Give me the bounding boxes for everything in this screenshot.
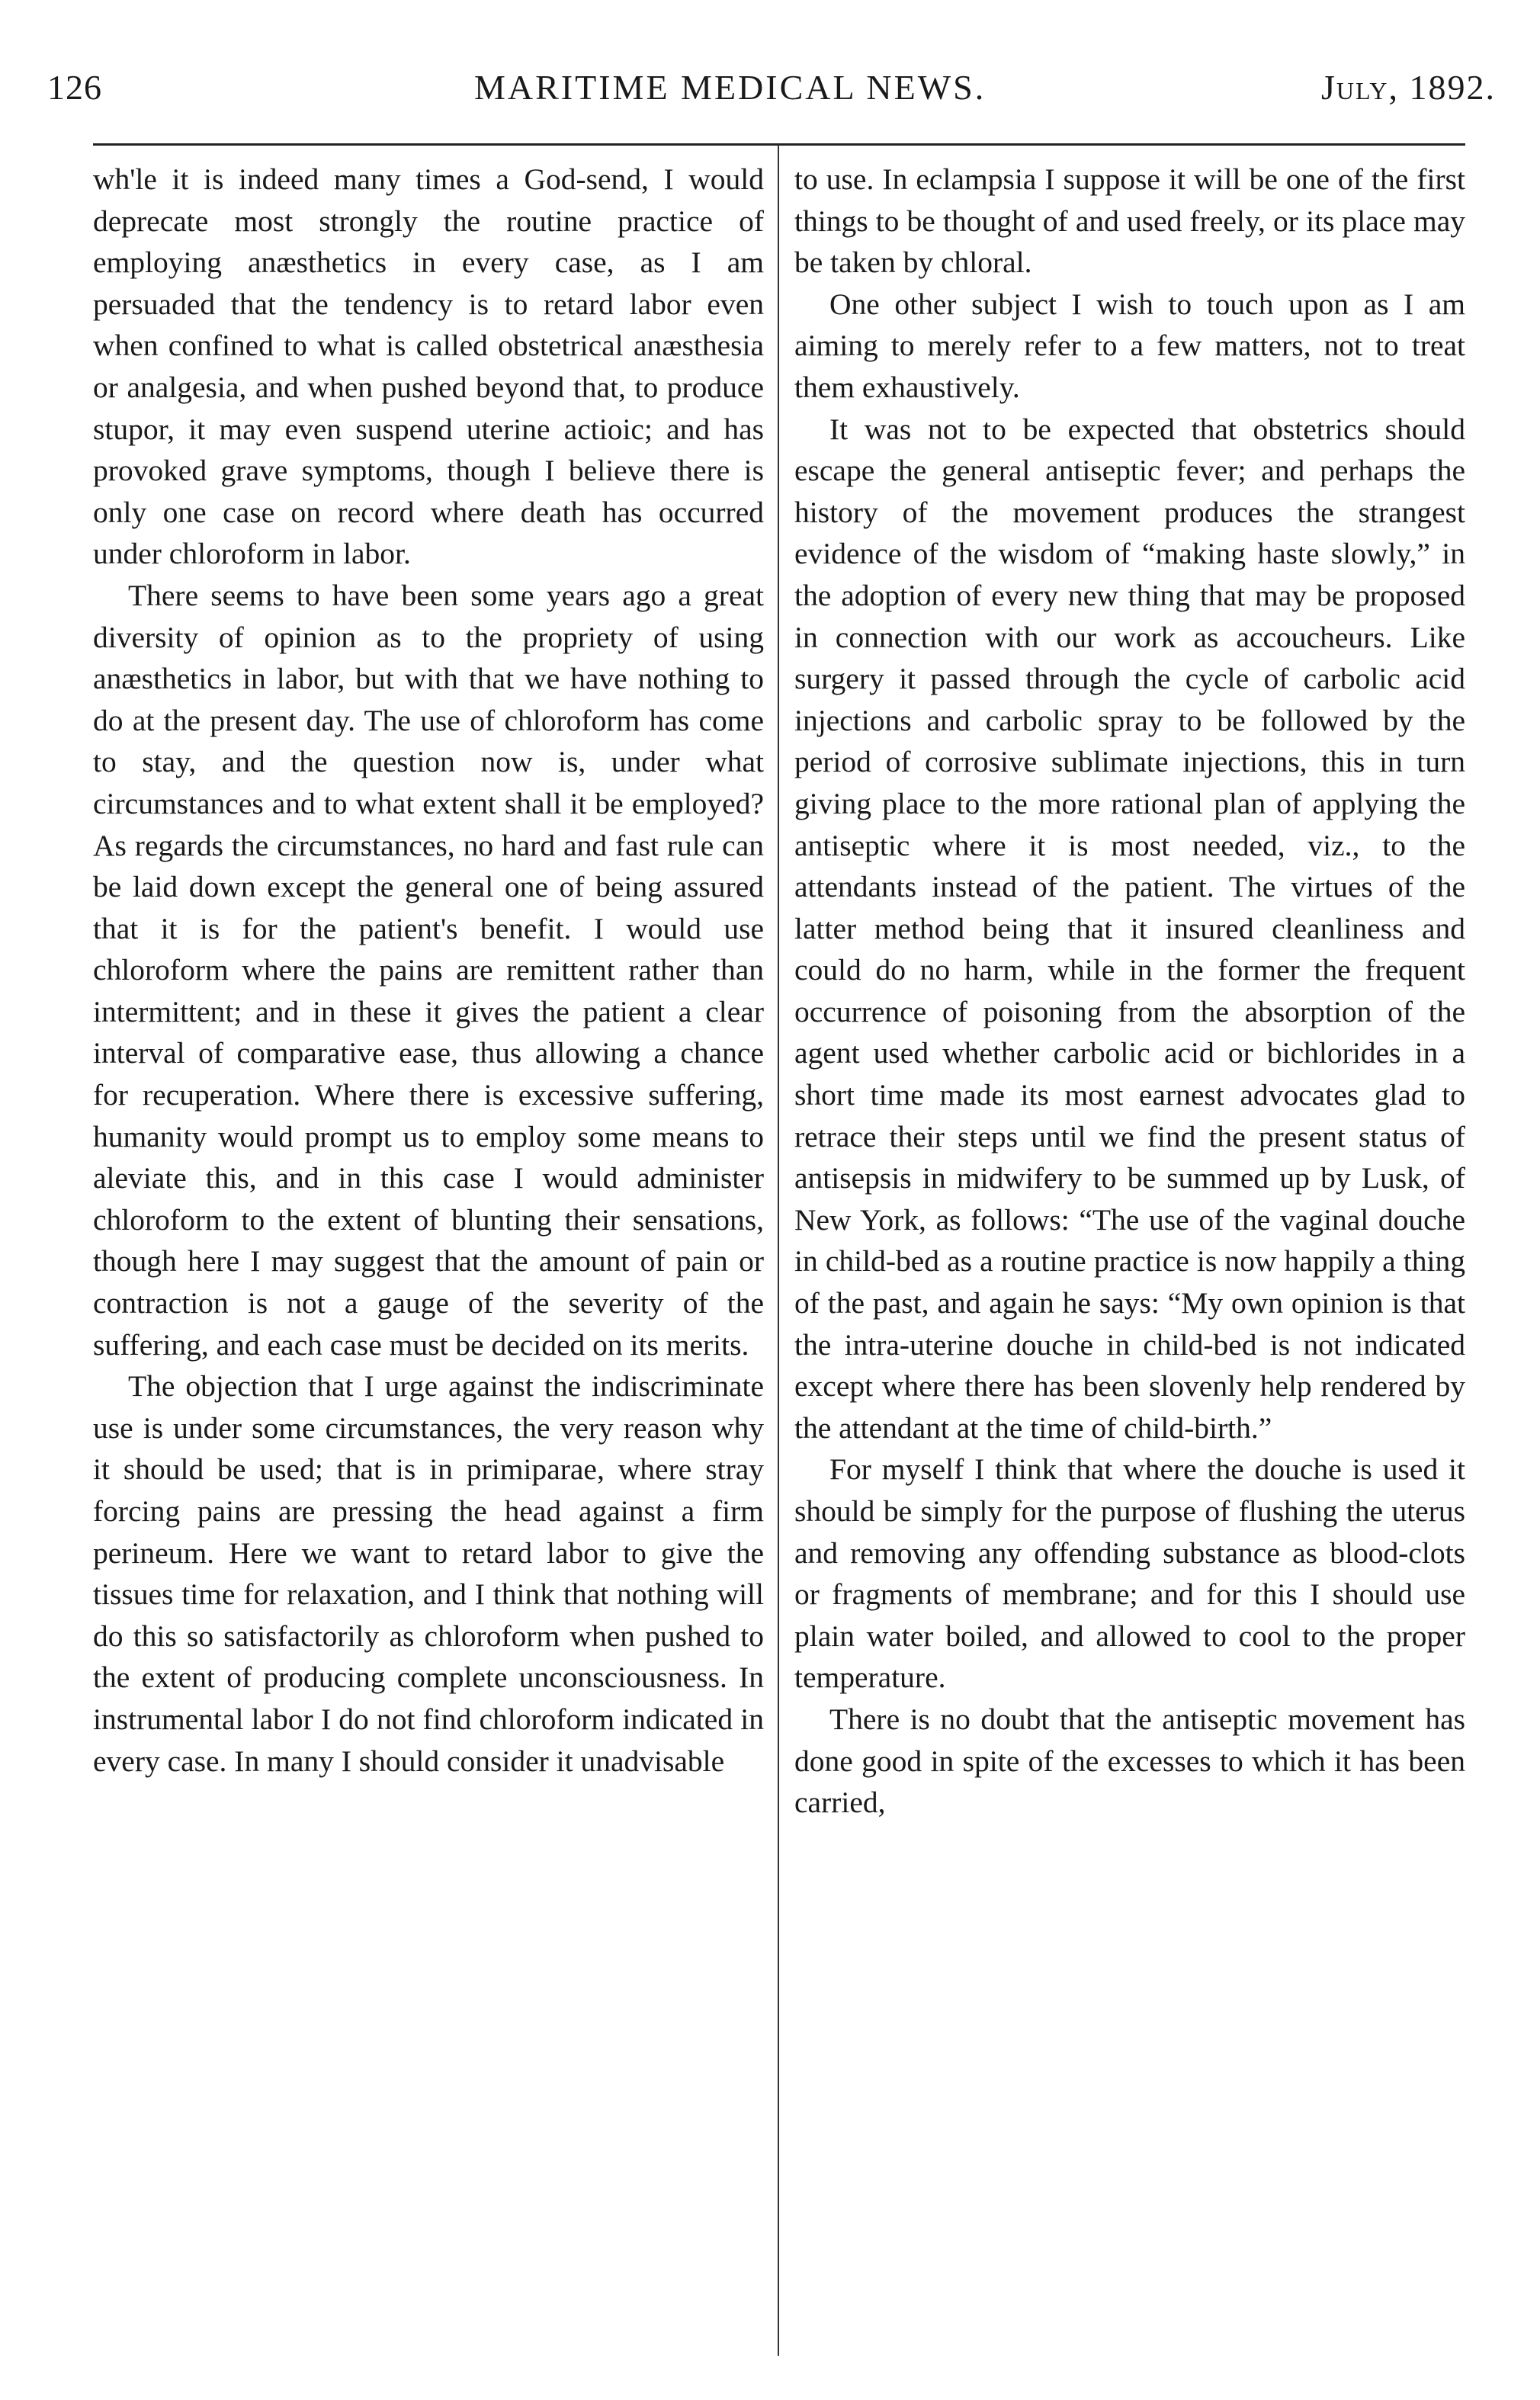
left-paragraph-3: The objection that I urge against the indiscriminate use is under some circumstances, the very reason why it should be used; that is in primiparae, where stray forcing pains are pressing the head against a firm perineum. Here we want to retard labor to give the tissues time for relaxation, and I think that nothing will do this so satisfactorily as chloroform when pushed to the extent of producing complete unconsciousness. In instrumental labor I do not find chloroform indicated in every case. In many I should consider it unadvisable (93, 1369, 764, 1778)
right-paragraph-4: For myself I think that where the douche is used it should be simply for the purpose of flushing the uterus and removing any offending substance as blood-clots or fragments of membrane; and for this I should use plain water boiled, and allowed to cool to the proper temperature. (794, 1452, 1465, 1695)
issue-date: July, 1892. (1321, 68, 1496, 107)
journal-title: MARITIME MEDICAL NEWS. (474, 68, 987, 107)
left-paragraph-2: There seems to have been some years ago a great diversity of opinion as to the propriety of using anæsthetics in labor, but with that we have nothing to do at the present day. The use of chloroform has come to stay, and the question now is, under what circumstances and to what extent shall it be employed? As regards the circumstances, no hard and fast rule can be laid down except the general one of being assured that it is for the patient's benefit. I would use chloroform where the pains are remittent rather than intermittent; and in these it gives the patient a clear interval of comparative ease, thus allowing a chance for recuperation. Where there is excessive suffering, humanity would prompt us to employ some means to aleviate this, and in this case I would administer chloroform to the extent of blunting their sensations, though here I may suggest that the amount of pain or contraction is not a gauge of the severity of the suffering, and each case must be decided on its merits. (93, 578, 764, 1362)
column-divider (778, 145, 779, 2356)
right-column (794, 159, 1465, 1824)
right-paragraph-2: One other subject I wish to touch upon as I am aiming to merely refer to a few matters, not to treat them exhaustively. (794, 287, 1465, 404)
left-column (93, 159, 764, 1782)
right-paragraph-5: There is no doubt that the antiseptic movement has done good in spite of the excesses to which it has been carried, (794, 1702, 1465, 1820)
page-number: 126 (47, 68, 102, 107)
running-header (47, 67, 1496, 113)
header-rule (93, 143, 1465, 146)
left-paragraph-1: wh'le it is indeed many times a God-send, I would deprecate most strongly the routine practice of employing anæsthetics in every case, as I am persuaded that the tendency is to retard labor even when confined to what is called obstetrical anæsthesia or analgesia, and when pushed beyond that, to produce stupor, it may even suspend uterine actioic; and has provoked grave symptoms, though I believe there is only one case on record where death has occurred under chloroform in labor. (93, 162, 764, 571)
right-paragraph-3: It was not to be expected that obstetrics should escape the general antiseptic fever; and perhaps the history of the movement produces the strangest evidence of the wisdom of “making haste slowly,” in the adoption of every new thing that may be proposed in connection with our work as accoucheurs. Like surgery it passed through the cycle of carbolic acid injections and carbolic spray to be followed by the period of corrosive sublimate injections, this in turn giving place to the more rational plan of applying the antiseptic where it is most needed, viz., to the attendants instead of the patient. The virtues of the latter method being that it insured cleanliness and could do no harm, while in the former the frequent occurrence of poisoning from the absorption of the agent used whether carbolic acid or bichlorides in a short time made its most earnest advocates glad to retrace their steps until we find the present status of antisepsis in midwifery to be summed up by Lusk, of New York, as follows: “The use of the vaginal douche in child-bed as a routine practice is now happily a thing of the past, and again he says: “My own opinion is that the intra-uterine douche in child-bed is not indicated except where there has been slovenly help rendered by the attendant at the time of child-birth.” (794, 412, 1465, 1445)
right-paragraph-1: to use. In eclampsia I suppose it will be one of the first things to be thought of and used freely, or its place may be taken by chloral. (794, 162, 1465, 280)
